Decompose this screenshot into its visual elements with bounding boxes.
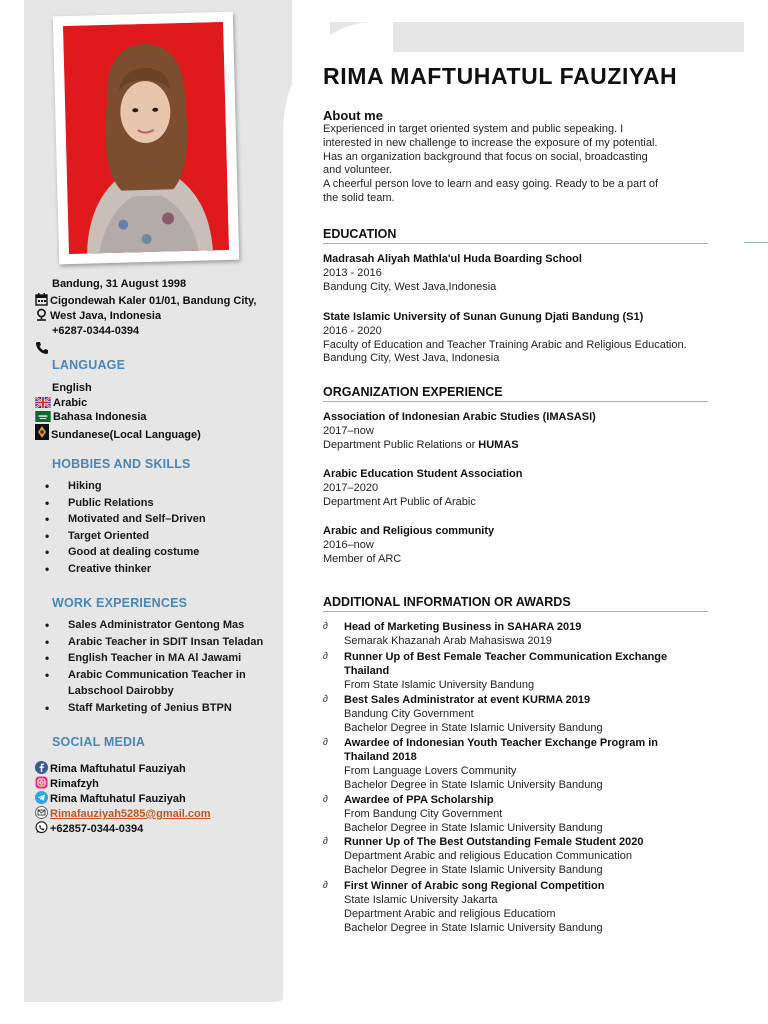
about-line: Has an organization background that focus on social, broadcasting [323,150,648,163]
phone-icon [35,341,49,355]
list-item: • Arabic Teacher in SDIT Insan Teladan [36,634,286,651]
social-whatsapp[interactable] [35,821,143,837]
list-item: • Target Oriented [36,528,206,545]
email-link[interactable]: Rimafauziyah5285@gmail.com [50,808,211,820]
award-item [323,736,743,792]
award-marker: ∂ [323,621,328,632]
award-title: First Winner of Arabic song Regional Competition [344,880,605,892]
organization-desc: Member of ARC [323,552,402,565]
list-item: • Sales Administrator Gentong Mas [36,617,286,634]
award-title-cont: Thailand 2018 [344,751,417,763]
list-item: • Arabic Communication Teacher in Labschool Dairobby [36,667,286,700]
hobbies-list [36,478,206,577]
list-item: • Good at dealing costume [36,544,206,561]
award-title: Awardee of Indonesian Youth Teacher Exchange Program in [344,737,658,749]
organization-years: 2016–now [323,538,374,551]
location-pin-icon [35,308,48,321]
language-arabic-text: Arabic [53,397,88,409]
address-line-2-text: West Java, Indonesia [50,310,162,322]
arabic-flag-icon [35,411,51,422]
about-line: A cheerful person love to learn and easy going. Ready to be a part of [323,178,659,191]
education-rule-edge [744,242,768,243]
social-facebook[interactable] [35,761,186,777]
award-title: Head of Marketing Business in SAHARA 2019 [344,621,582,633]
work-heading: WORK EXPERIENCES [52,596,188,610]
email-icon [35,806,48,819]
about-line: interested in new challenge to increase the exposure of my potential. [323,136,658,149]
education-title: Madrasah Aliyah Mathla'ul Huda Boarding School [323,253,582,265]
work-list [36,617,286,716]
social-instagram[interactable] [35,776,99,792]
award-marker: ∂ [323,880,328,891]
award-marker: ∂ [323,737,328,748]
language-sundanese-text: Sundanese(Local Language) [51,429,201,441]
award-title: Runner Up of Best Female Teacher Communication Exchange [344,651,668,663]
award-title: Awardee of PPA Scholarship [344,794,494,806]
profile-photo-frame [53,12,239,265]
award-detail: Bachelor Degree in State Islamic University Bandung [344,864,603,876]
award-marker: ∂ [323,651,328,662]
whatsapp-icon [35,821,48,834]
education-faculty: Faculty of Education and Teacher Training Arabic and Religious Education. [323,338,687,351]
list-item: • Public Relations [36,495,206,512]
social-heading: SOCIAL MEDIA [52,735,146,749]
list-item: • English Teacher in MA Al Jawami [36,650,286,667]
language-arabic [35,396,87,411]
phone-number: +6287-0344-0394 [52,325,140,337]
list-item: • Hiking [36,478,206,495]
organization-desc: Department Art Public of Arabic [323,495,476,508]
education-years: 2013 - 2016 [323,266,382,279]
social-telegram[interactable] [35,791,186,807]
award-detail: From Bandung City Government [344,808,503,820]
calendar-icon [35,293,48,306]
telegram-name: Rima Maftuhatul Fauziyah [50,793,186,805]
facebook-name: Rima Maftuhatul Fauziyah [50,763,186,775]
whatsapp-number: +62857-0344-0394 [50,823,144,835]
award-marker: ∂ [323,836,328,847]
award-detail: From State Islamic University Bandung [344,679,535,691]
award-detail: Bandung City Government [344,708,474,720]
award-detail: Department Arabic and religious Educatiom [344,908,556,920]
about-line: the solid team. [323,191,395,204]
instagram-handle: Rimafzyh [50,778,99,790]
list-item: • Staff Marketing of Jenius BTPN [36,700,286,717]
language-indonesian [35,410,147,425]
language-sundanese [35,424,201,443]
education-item [323,311,687,366]
language-heading: LANGUAGE [52,358,126,372]
award-item [323,620,743,648]
organization-years: 2017–2020 [323,481,379,494]
award-detail: Bachelor Degree in State Islamic University Bandung [344,822,603,834]
education-heading: EDUCATION [323,227,708,244]
organization-title: Association of Indonesian Arabic Studies (IMASASI) [323,411,596,423]
about-line: Experienced in target oriented system and public sepeaking. I [323,123,624,135]
education-location: Bandung City, West Java,Indonesia [323,280,497,293]
award-title: Best Sales Administrator at event KURMA 2019 [344,694,591,706]
education-location: Bandung City, West Java, Indonesia [323,352,500,365]
organization-title: Arabic and Religious community [323,525,495,537]
award-detail: State Islamic University Jakarta [344,894,498,906]
award-item [323,835,743,877]
awards-heading: ADDITIONAL INFORMATION OR AWARDS [323,595,708,612]
list-item: • Motivated and Self–Driven [36,511,206,528]
about-line: and volunteer. [323,164,393,177]
education-title: State Islamic University of Sunan Gunung Djati Bandung (S1) [323,311,644,323]
organization-item [323,525,494,566]
facebook-icon [35,761,48,774]
award-detail: Bachelor Degree in State Islamic University Bandung [344,779,603,791]
organization-heading: ORGANIZATION EXPERIENCE [323,385,708,402]
language-indonesian-text: Bahasa Indonesia [53,411,147,423]
address-line-1 [35,293,256,309]
education-years: 2016 - 2020 [323,324,382,337]
profile-photo [63,22,229,254]
address-line-2 [35,308,161,324]
social-email[interactable] [35,806,211,822]
birth-info: Bandung, 31 August 1998 [52,278,187,290]
organization-item [323,411,596,452]
award-detail: Department Arabic and religious Education Communication [344,850,632,862]
award-title-cont: Thailand [344,665,390,677]
organization-item [323,468,522,509]
language-english: English [52,382,92,394]
organization-desc-bold: HUMAS [478,438,519,451]
about-text [323,123,658,206]
award-detail: Bachelor Degree in State Islamic University Bandung [344,922,603,934]
instagram-icon [35,776,48,789]
telegram-icon [35,791,48,804]
award-item [323,879,743,935]
uk-flag-icon [35,397,51,408]
award-detail: Bachelor Degree in State Islamic University Bandung [344,722,603,734]
award-marker: ∂ [323,694,328,705]
organization-desc [323,439,596,453]
award-detail: From Language Lovers Community [344,765,517,777]
sundanese-emblem-icon [35,424,49,440]
organization-years: 2017–now [323,424,374,437]
organization-title: Arabic Education Student Association [323,468,523,480]
award-marker: ∂ [323,794,328,805]
resume-name: RIMA MAFTUHATUL FAUZIYAH [323,63,678,89]
organization-desc-text: Department Public Relations or [323,438,479,451]
address-line-1-text: Cigondewah Kaler 01/01, Bandung City, [50,295,257,307]
award-item [323,793,743,835]
award-item [323,650,743,692]
about-heading: About me [323,108,383,123]
hobbies-heading: HOBBIES AND SKILLS [52,457,191,471]
award-detail: Semarak Khazanah Arab Mahasiswa 2019 [344,635,552,647]
award-item [323,693,743,735]
award-title: Runner Up of The Best Outstanding Female Student 2020 [344,836,644,848]
profile-photo-image [63,22,229,254]
list-item: • Creative thinker [36,561,206,578]
education-item [323,253,582,294]
